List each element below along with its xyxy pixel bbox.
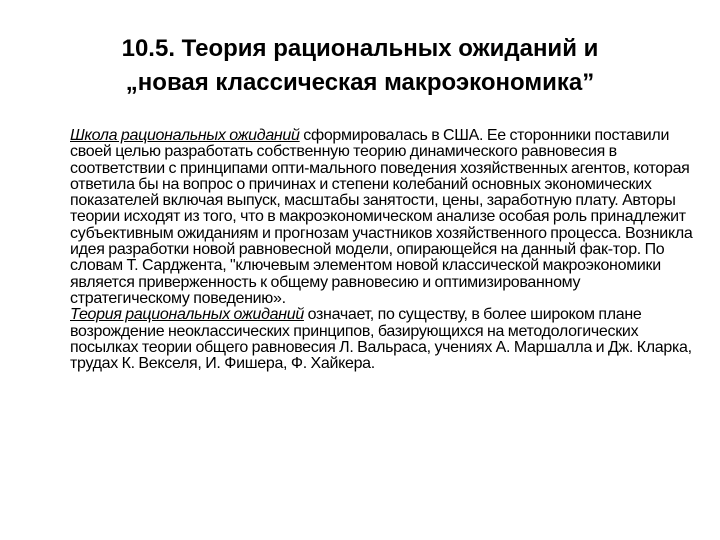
slide-title-line-2: „новая классическая макроэкономика” bbox=[125, 69, 595, 96]
paragraph-2-text: означает, по существу, в более широком плане возрождение неоклассических принципов, базирующихся на методологических посылках теории общего равновесия Л. Вальраса, учениях А. Маршалла и Дж. Кларка, трудах К. Векселя, И. Фишера, Ф. Хайкера. bbox=[70, 306, 692, 373]
paragraph-1-text: сформировалась в США. Ее сторонники поставили своей целью разработать собственную теорию динамического равновесия в соответствии с принципами опти-мального поведения хозяйственных агентов, которая ответила бы на вопрос о причинах и степени колебаний основных экономических показателей включая выпуск, масштабы занятости, цены, заработную плату. Авторы теории исходят из того, что в макроэкономическом анализе особая роль принадлежит субъективным ожиданиям и прогнозам участников хозяйственного процесса. Возникла идея разработки новой равновесной модели, опирающейся на данный фак-тор. По словам Т. Сарджента, "ключевым элементом новой классической макроэкономики является приверженность к общему равновесию и оптимизированному стратегическому поведению». bbox=[70, 127, 693, 307]
paragraph-theory-of-rational-expectations bbox=[70, 307, 702, 372]
paragraph-school-of-rational-expectations bbox=[70, 128, 702, 307]
slide-body bbox=[70, 128, 702, 372]
term-school-of-rational-expectations: Школа рациональных ожиданий bbox=[70, 127, 300, 144]
term-theory-of-rational-expectations: Теория рациональных ожиданий bbox=[70, 306, 304, 324]
slide-title bbox=[20, 32, 700, 100]
slide-title-line-1: 10.5. Теория рациональных ожиданий и bbox=[121, 35, 599, 62]
